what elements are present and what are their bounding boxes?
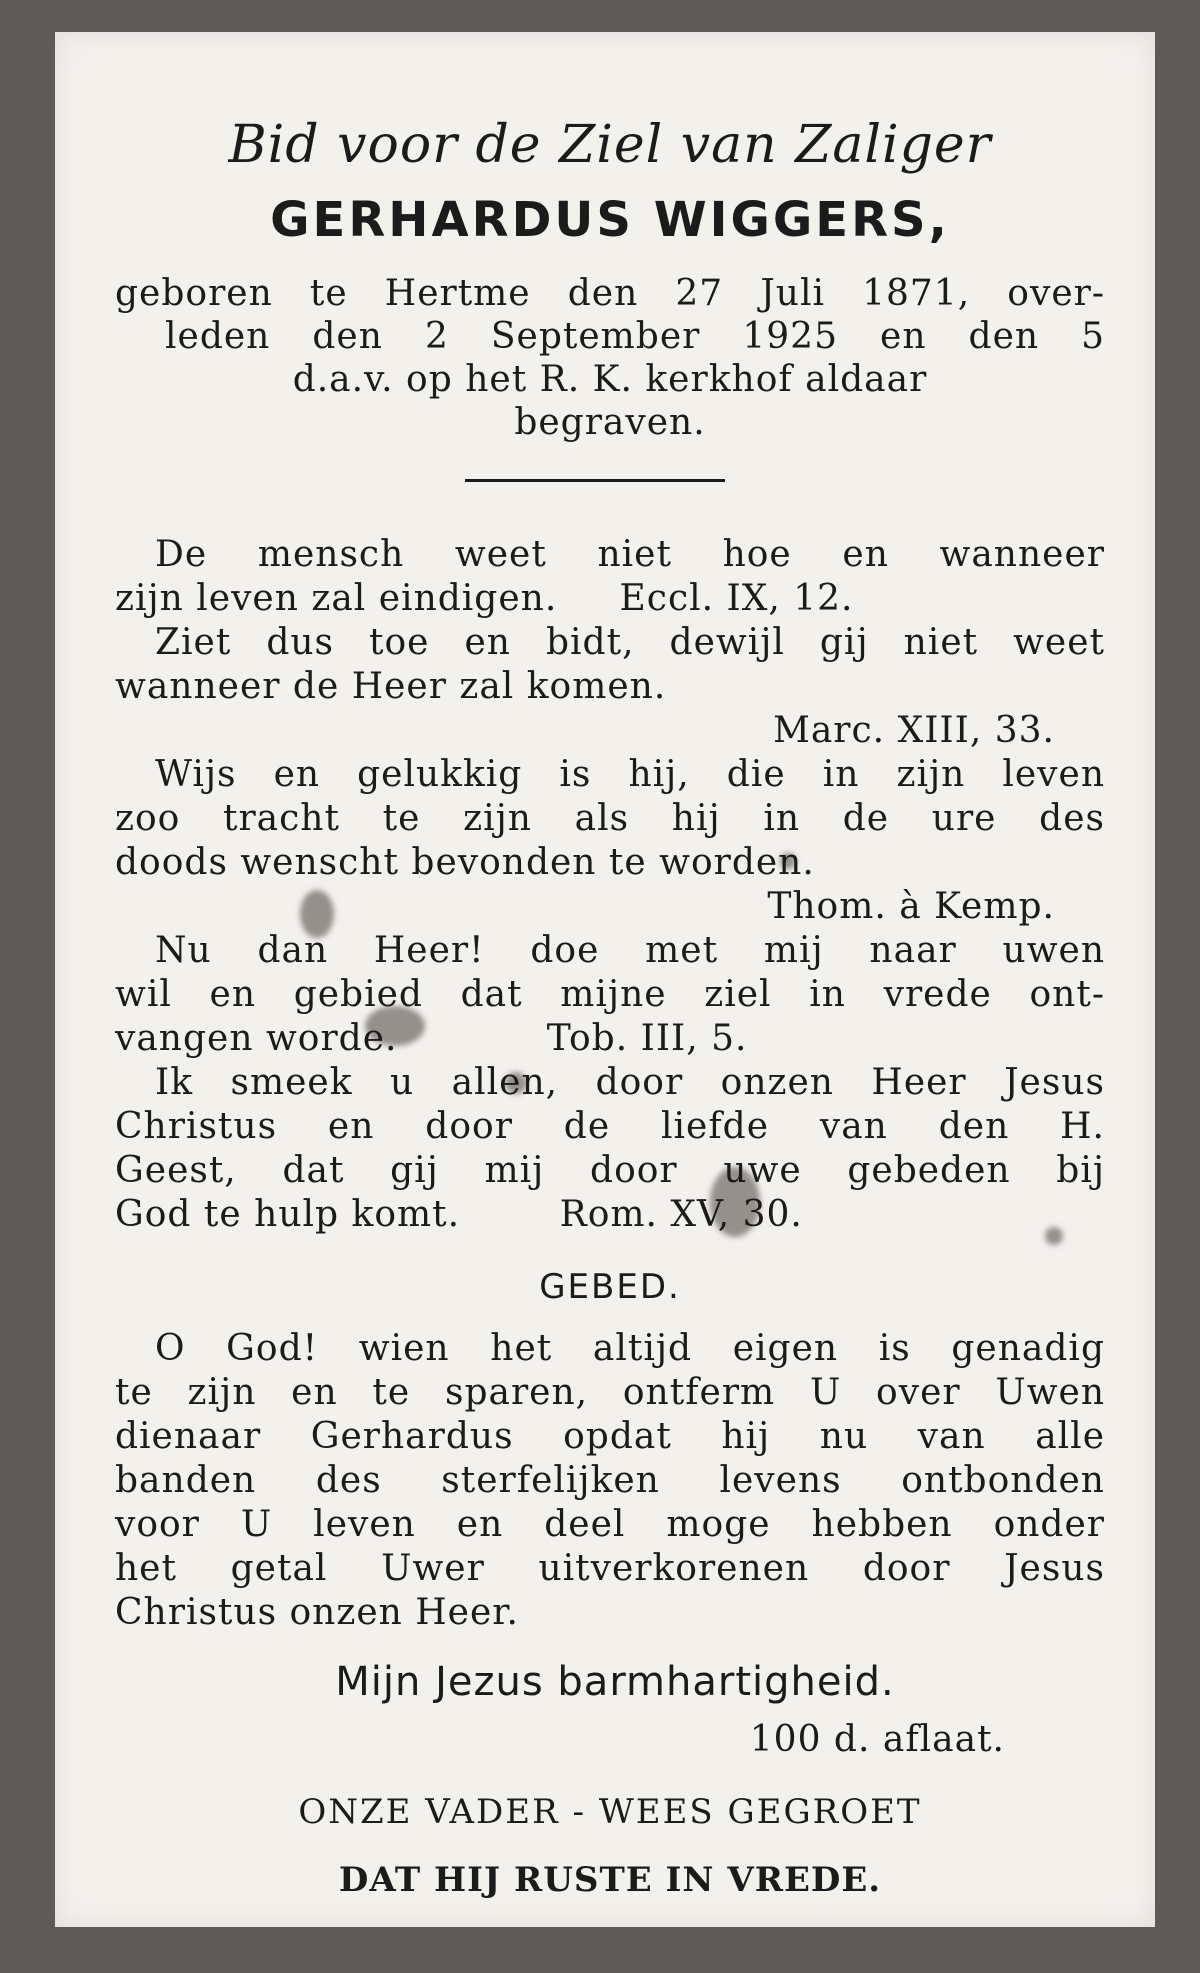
prayer-line: het getal Uwer uitverkorenen door Jesus (115, 1548, 1105, 1589)
quote-reference: Marc. XIII, 33. (772, 710, 1055, 751)
memorial-card (55, 32, 1155, 1927)
quote-line: doods wenscht bevonden te worden. (115, 842, 815, 883)
prayer-line: dienaar Gerhardus opdat hij nu van alle (115, 1416, 1105, 1457)
prayer-line: banden des sterfelijken levens ontbonden (115, 1460, 1105, 1501)
prayer-line: voor U leven en deel moge hebben onder (115, 1504, 1105, 1545)
quote-line: wanneer de Heer zal komen. (115, 666, 667, 707)
quote-line: De mensch weet niet hoe en wanneer (155, 534, 1105, 575)
bio-line: geboren te Hertme den 27 Juli 1871, over- (115, 273, 1105, 314)
bio-line: leden den 2 September 1925 en den 5 (165, 316, 1105, 357)
closing-line: DAT HIJ RUSTE IN VREDE. (338, 1860, 882, 1900)
deceased-name: GERHARDUS WIGGERS, (270, 192, 950, 248)
ejaculation: Mijn Jezus barmhartigheid. (335, 1659, 895, 1705)
quote-line: Geest, dat gij mij door uwe gebeden bij (115, 1150, 1105, 1191)
quote-line: zoo tracht te zijn als hij in de ure des (115, 798, 1105, 839)
bio-line: d.a.v. op het R. K. kerkhof aldaar (292, 359, 928, 400)
quote-line: Christus en door de liefde van den H. (115, 1106, 1105, 1147)
quote-line: Ziet dus toe en bidt, dewijl gij niet weet (155, 622, 1105, 663)
quote-reference: Thom. à Kemp. (767, 886, 1055, 927)
prayer-title: GEBED. (539, 1267, 681, 1307)
prayer-line: te zijn en te sparen, ontferm U over Uwen (115, 1372, 1105, 1413)
quote-line: God te hulp komt. Rom. XV, 30. (115, 1194, 803, 1235)
quote-line: Wijs en gelukkig is hij, die in zijn leven (155, 754, 1105, 795)
prayer-line: Christus onzen Heer. (115, 1592, 519, 1633)
divider-rule (465, 479, 725, 482)
quote-line: zijn leven zal eindigen. Eccl. IX, 12. (115, 578, 854, 619)
indulgence: 100 d. aflaat. (749, 1719, 1005, 1760)
quote-line: Nu dan Heer! doe met mij naar uwen (155, 930, 1105, 971)
quote-line: Ik smeek u allen, door onzen Heer Jesus (155, 1062, 1105, 1103)
prayers-line: ONZE VADER - WEES GEGROET (298, 1792, 922, 1832)
prayer-line: O God! wien het altijd eigen is genadig (155, 1328, 1105, 1369)
card-heading: Bid voor de Ziel van Zaliger (228, 115, 992, 175)
bio-line: begraven. (514, 402, 706, 443)
quote-line: vangen worde. Tob. III, 5. (115, 1018, 748, 1059)
quote-line: wil en gebied dat mijne ziel in vrede ont- (115, 974, 1105, 1015)
